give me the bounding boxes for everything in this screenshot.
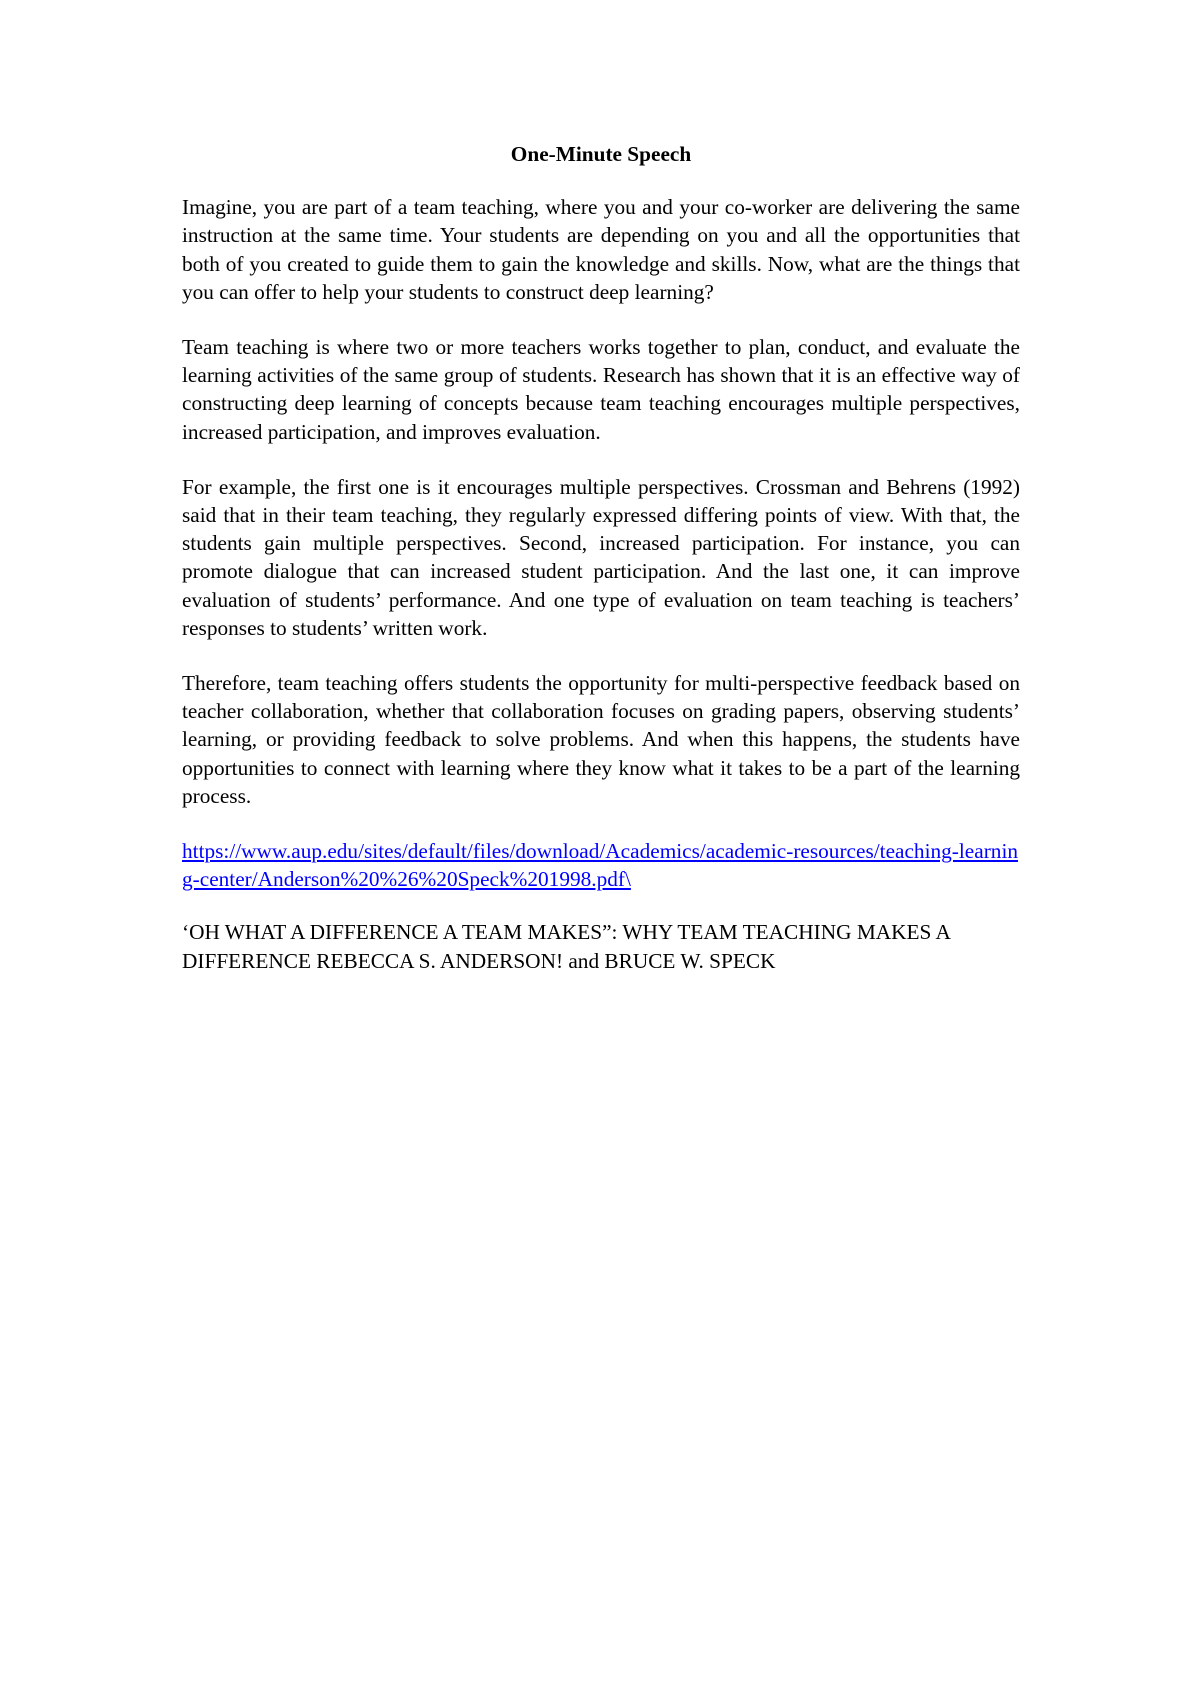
paragraph-definition: Team teaching is where two or more teachers works together to plan, conduct, and evaluate the learning activities of the same group of students. Research has shown that it is an effective way of constructing deep learning of concepts because team teaching encourages multiple perspectives, increased participation, and improves evaluation. xyxy=(182,335,1020,444)
reference-citation: ‘OH WHAT A DIFFERENCE A TEAM MAKES”: WHY TEAM TEACHING MAKES A DIFFERENCE REBECCA S. ANDERSON! and BRUCE W. SPECK xyxy=(182,920,950,973)
source-link-block xyxy=(182,837,1020,893)
paragraph-intro: Imagine, you are part of a team teaching, where you and your co-worker are delivering the same instruction at the same time. Your students are depending on you and all the opportunities that both of you created to guide them to gain the knowledge and skills. Now, what are the things that you can offer to help your students to construct deep learning? xyxy=(182,195,1020,304)
document-title: One-Minute Speech xyxy=(510,142,692,166)
paragraph-examples: For example, the first one is it encourages multiple perspectives. Crossman and Behrens (1992) said that in their team teaching, they regularly expressed differing points of view. With that, the students gain multiple perspectives. Second, increased participation. For instance, you can promote dialogue that can increased student participation. And the last one, it can improve evaluation of students’ performance. And one type of evaluation on team teaching is teachers’ responses to students’ written work. xyxy=(182,474,1020,640)
paragraph-conclusion: Therefore, team teaching offers students the opportunity for multi-perspective feedback based on teacher collaboration, whether that collaboration focuses on grading papers, observing students’ learning, or providing feedback to solve problems. And when this happens, the students have opportunities to connect with learning where they know what it takes to be a part of the learning process. xyxy=(182,671,1020,808)
source-link[interactable]: https://www.aup.edu/sites/default/files/download/Academics/academic-resources/teaching-learning-center/Anderson%20%26%20Speck%201998.pdf\ xyxy=(182,839,1019,892)
document-body xyxy=(182,140,1020,975)
